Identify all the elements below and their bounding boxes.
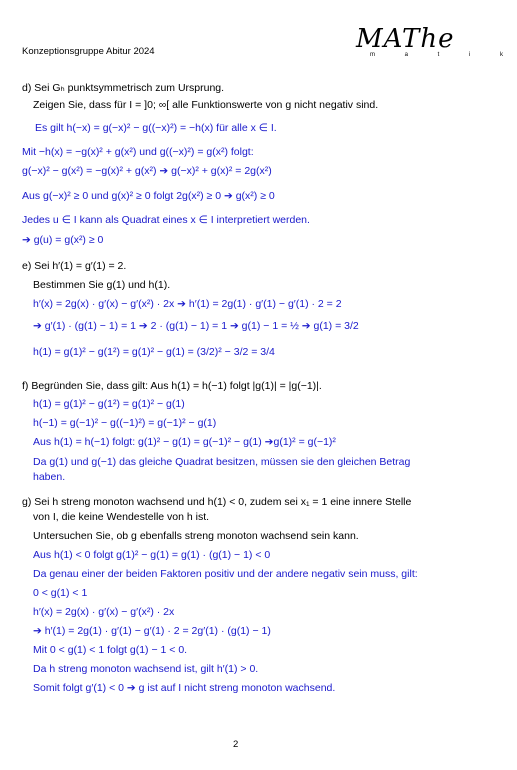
task-g-instruction: Untersuchen Sie, ob g ebenfalls streng monoton wachsend sein kann. (33, 530, 359, 542)
solution-g-line-5: ➔ h′(1) = 2g(1) · g′(1) − g′(1) · 2 = 2g′(1) · (g(1) − 1) (33, 625, 271, 637)
solution-d-line-6: ➔ g(u) = g(x²) ≥ 0 (22, 234, 104, 246)
task-e-instruction: Bestimmen Sie g(1) und h(1). (33, 279, 171, 291)
task-e-heading: e) Sei h′(1) = g′(1) = 2. (22, 260, 127, 272)
solution-f-line-1: h(1) = g(1)² − g(1²) = g(1)² − g(1) (33, 398, 185, 410)
solution-g-line-2: Da genau einer der beiden Faktoren positiv und der andere negativ sein muss, gilt: (33, 568, 418, 580)
solution-d-line-3: g(−x)² − g(x²) = −g(x)² + g(x²) ➔ g(−x)² + g(x)² = 2g(x²) (22, 165, 272, 177)
mathematik-logo (356, 24, 517, 58)
solution-d-line-5: Jedes u ∈ I kann als Quadrat eines x ∈ I interpretiert werden. (22, 214, 310, 226)
solution-g-line-8: Somit folgt g′(1) < 0 ➔ g ist auf I nicht streng monoton wachsend. (33, 682, 336, 694)
task-d-heading: d) Sei Gₕ punktsymmetrisch zum Ursprung. (22, 82, 225, 94)
task-g-heading-cont: von I, die keine Wendestelle von h ist. (33, 511, 210, 523)
solution-e-line-3: h(1) = g(1)² − g(1²) = g(1)² − g(1) = (3/2)² − 3/2 = 3/4 (33, 346, 275, 358)
solution-d-line-2: Mit −h(x) = −g(x)² + g(x²) und g((−x)²) = g(x²) folgt: (22, 146, 254, 158)
solution-g-line-4: h′(x) = 2g(x) · g′(x) − g′(x²) · 2x (33, 606, 175, 618)
solution-d-line-4: Aus g(−x)² ≥ 0 und g(x)² ≥ 0 folgt 2g(x²) ≥ 0 ➔ g(x²) ≥ 0 (22, 190, 275, 202)
page-number: 2 (233, 739, 239, 750)
solution-g-line-6: Mit 0 < g(1) < 1 folgt g(1) − 1 < 0. (33, 644, 188, 656)
solution-g-line-7: Da h streng monoton wachsend ist, gilt h′(1) > 0. (33, 663, 259, 675)
solution-f-line-3: Aus h(1) = h(−1) folgt: g(1)² − g(1) = g(−1)² − g(1) ➔g(1)² = g(−1)² (33, 436, 336, 448)
page-header-title: Konzeptionsgruppe Abitur 2024 (22, 46, 155, 57)
solution-e-line-2: ➔ g′(1) · (g(1) − 1) = 1 ➔ 2 · (g(1) − 1) = 1 ➔ g(1) − 1 = ½ ➔ g(1) = 3/2 (33, 320, 359, 332)
logo-sub-text: m a t i k (370, 52, 517, 58)
solution-d-line-1: Es gilt h(−x) = g(−x)² − g((−x)²) = −h(x) für alle x ∈ I. (35, 122, 277, 134)
solution-f-line-5: haben. (33, 471, 66, 483)
task-f-heading: f) Begründen Sie, dass gilt: Aus h(1) = h(−1) folgt |g(1)| = |g(−1)|. (22, 380, 322, 392)
solution-f-line-2: h(−1) = g(−1)² − g((−1)²) = g(−1)² − g(1) (33, 417, 217, 429)
solution-f-line-4: Da g(1) und g(−1) das gleiche Quadrat besitzen, müssen sie den gleichen Betrag (33, 456, 411, 468)
solution-e-line-1: h′(x) = 2g(x) · g′(x) − g′(x²) · 2x ➔ h′(1) = 2g(1) · g′(1) − g′(1) · 2 = 2 (33, 298, 342, 310)
task-d-instruction: Zeigen Sie, dass für I = ]0; ∞[ alle Funktionswerte von g nicht negativ sind. (33, 99, 379, 111)
solution-g-line-1: Aus h(1) < 0 folgt g(1)² − g(1) = g(1) · (g(1) − 1) < 0 (33, 549, 271, 561)
task-g-heading: g) Sei h streng monoton wachsend und h(1) < 0, zudem sei x₁ = 1 eine innere Stelle (22, 496, 412, 508)
logo-main-text: MAThe (356, 24, 455, 54)
solution-g-line-3: 0 < g(1) < 1 (33, 587, 88, 599)
